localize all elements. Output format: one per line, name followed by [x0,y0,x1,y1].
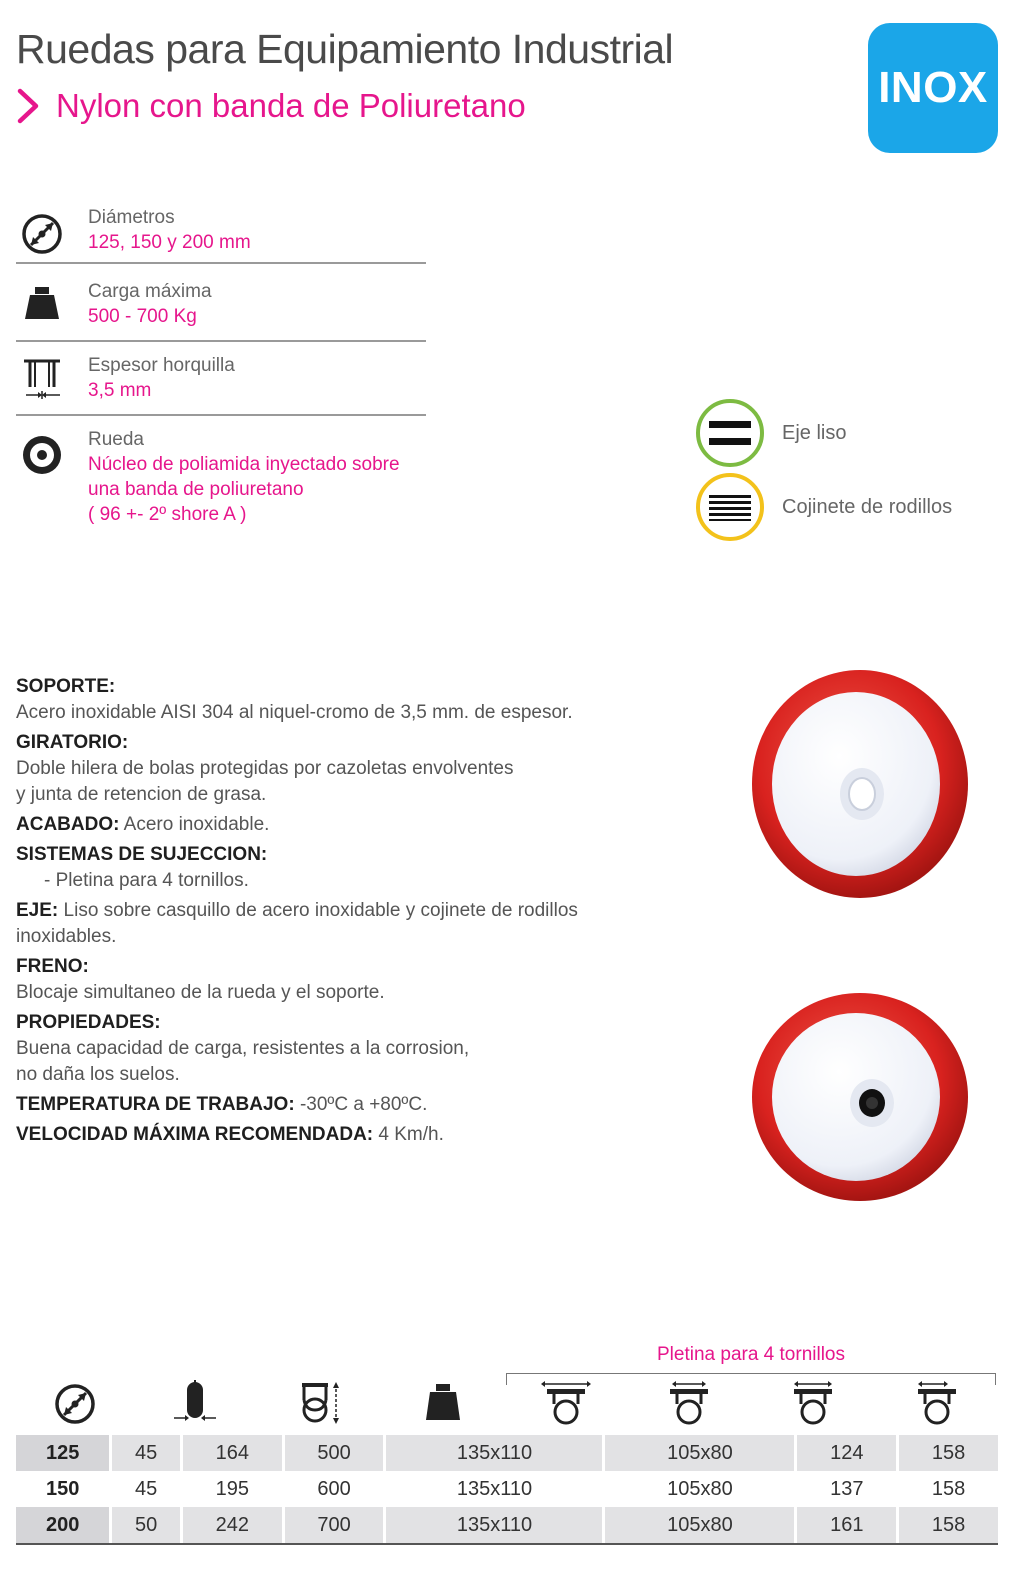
inox-badge: INOX [868,23,998,153]
spec-load [16,279,426,341]
table-cell: 161 [794,1507,896,1543]
spec-value: 125, 150 y 200 mm [88,232,251,253]
table-cell: 158 [896,1471,998,1507]
table-cell: 700 [282,1507,384,1543]
page-title: Ruedas para Equipamiento Industrial [16,26,674,72]
product-description [16,674,656,1148]
desc-value: -30ºC a +80ºC. [294,1094,428,1115]
bolt-spacing-icon [664,1380,714,1426]
desc-key: GIRATORIO: [16,732,129,753]
page-subtitle: Nylon con banda de Poliuretano [56,87,526,124]
desc-value: Liso sobre casquillo de acero inoxidable y cojinete de rodillos [58,900,578,921]
weight-icon [20,281,64,325]
desc-value: 4 Km/h. [373,1124,444,1145]
table-cell: 158 [896,1507,998,1543]
total-height-icon [294,1380,344,1426]
diameter-icon [50,1380,100,1426]
chevron-right-icon [16,86,42,126]
table-cell: 200 [16,1507,109,1543]
spec-label: Espesor horquilla [88,355,235,376]
wheel-photo-roller-bearing [748,990,970,1204]
table-cell: 45 [109,1471,180,1507]
desc-key: PROPIEDADES: [16,1012,161,1033]
wheel-photo-plain-axle [748,668,970,900]
spec-value: Núcleo de poliamida inyectado sobre una banda de poliuretano ( 96 +- 2º shore A ) [88,454,400,525]
table-row [16,1471,998,1507]
desc-value: Acero inoxidable AISI 304 al niquel-cromo de 3,5 mm. de espesor. [16,702,573,723]
divider [16,414,426,416]
table-cell: 124 [794,1435,896,1471]
table-group-label: Pletina para 4 tornillos [657,1344,845,1365]
spec-fork-thickness [16,353,426,417]
spec-value: 500 - 700 Kg [88,306,197,327]
desc-value: inoxidables. [16,926,117,947]
roller-bearing-icon [694,471,766,543]
desc-value: y junta de retencion de grasa. [16,784,267,805]
table-row [16,1507,998,1543]
table-row [16,1435,998,1471]
table-cell: 45 [109,1435,180,1471]
table-cell: 158 [896,1435,998,1471]
spec-value: 3,5 mm [88,380,152,401]
legend-plain-axle [694,397,846,469]
desc-value: Buena capacidad de carga, resistentes a la corrosion, [16,1038,470,1059]
swivel-radius-icon [912,1380,962,1426]
diameter-icon [20,212,64,256]
table-cell: 135x110 [383,1471,602,1507]
specs-table [16,1435,998,1543]
desc-key: ACABADO: [16,814,120,835]
desc-value: Blocaje simultaneo de la rueda y el soporte. [16,982,385,1003]
load-icon [418,1380,468,1426]
table-cell: 105x80 [602,1507,794,1543]
table-cell: 135x110 [383,1435,602,1471]
table-cell: 150 [45,1477,80,1500]
desc-key: SISTEMAS DE SUJECCION: [16,844,268,865]
desc-key: FRENO: [16,956,89,977]
desc-value: no daña los suelos. [16,1064,180,1085]
divider [16,262,426,264]
table-cell: 50 [109,1507,180,1543]
desc-value: Acero inoxidable. [119,814,270,835]
table-cell: 242 [180,1507,282,1543]
legend-label: Cojinete de rodillos [782,495,953,518]
legend-label: Eje liso [782,421,847,444]
desc-value: - Pletina para 4 tornillos. [44,870,249,891]
desc-value: Doble hilera de bolas protegidas por cazoletas envolventes [16,758,514,779]
spec-wheel [16,427,426,537]
spec-diameter [16,205,426,265]
table-cell: 125 [16,1435,109,1471]
table-cell: 195 [180,1471,282,1507]
table-cell: 164 [180,1435,282,1471]
spec-label: Rueda [88,429,144,450]
table-cell: 137 [794,1471,896,1507]
table-cell: 135x110 [383,1507,602,1543]
plate-size-icon [541,1380,591,1426]
plain-axle-icon [694,397,766,469]
table-cell: 105x80 [602,1435,794,1471]
table-cell: 600 [282,1471,384,1507]
desc-key: EJE: [16,900,59,921]
desc-key: SOPORTE: [16,676,116,697]
fork-thickness-icon [20,355,64,399]
spec-label: Carga máxima [88,281,212,302]
legend-roller-bearing [694,471,952,543]
wheel-width-icon [170,1380,220,1426]
desc-key: VELOCIDAD MÁXIMA RECOMENDADA: [16,1124,374,1145]
table-bottom-rule [16,1543,998,1545]
table-cell: 500 [282,1435,384,1471]
wheel-icon [20,433,64,477]
plate-offset-icon [788,1380,838,1426]
desc-key: TEMPERATURA DE TRABAJO: [16,1094,295,1115]
subtitle-row [16,86,526,126]
divider [16,340,426,342]
table-cell: 105x80 [602,1471,794,1507]
spec-label: Diámetros [88,207,175,228]
